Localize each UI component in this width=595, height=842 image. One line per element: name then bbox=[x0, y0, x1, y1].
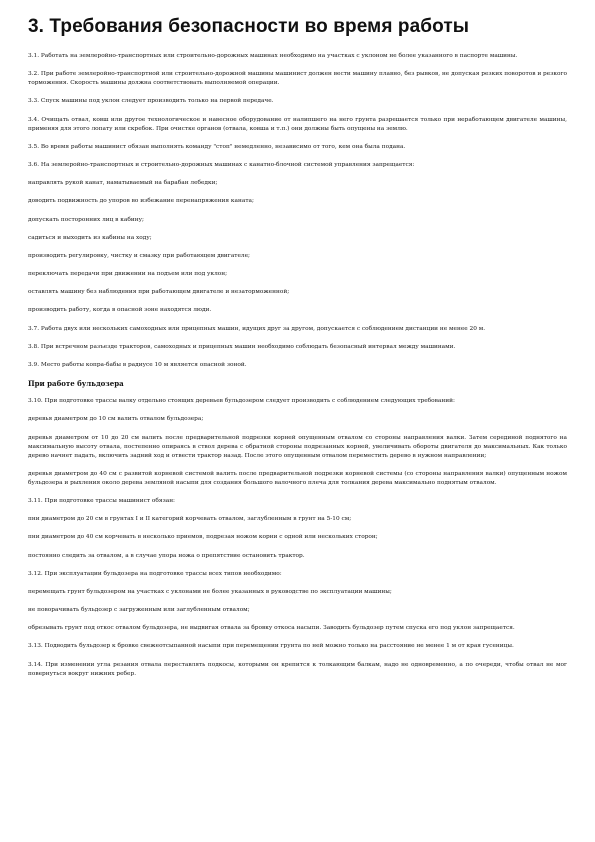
paragraph: 3.9. Место работы копра-бабы в радиусе 10 м является опасной зоной. bbox=[28, 362, 247, 368]
paragraph: направлять рукой канат, наматываемый на барабан лебедки; bbox=[28, 180, 218, 187]
section-title: 3. Требования безопасности во время работы bbox=[28, 16, 470, 37]
paragraph: 3.2. При работе землеройно-транспортной или строительно-дорожной машины машинист должен вести машину плавно, без рывков, не допуская резких поворотов и резкого торможения. Скорость машины должна соответствовать выполняемой операции. bbox=[28, 71, 567, 87]
paragraph: 3.6. На землеройно-транспортных и строительно-дорожных машинах с канатно-блочной системой управления запрещается: bbox=[28, 161, 415, 168]
paragraph: доводить подвижность до упоров во избежание перенапряжения каната; bbox=[28, 198, 254, 205]
paragraph: постоянно следить за отвалом, а в случае упора ножа о препятствие остановить трактор. bbox=[28, 552, 305, 559]
paragraph: 3.5. Во время работы машинист обязан выполнять команду "стоп" немедленно, независимо от того, кем она была подана. bbox=[28, 143, 406, 150]
paragraph: 3.4. Очищать отвал, ковш или другое технологическое и навесное оборудование от налипшего на него грунта разрешается только при неработающем двигателе машины, применяя для этого лопату или скребок. При очистке органов (отвала, ковша и т.п.) они должны быть опущены на землю. bbox=[28, 116, 567, 132]
paragraph: пни диаметром до 40 см корчевать в несколько приемов, подрезая ножом корни с одной или нескольких сторон; bbox=[28, 534, 378, 541]
paragraph: 3.10. При подготовке трассы валку отдельно стоящих деревьев бульдозером следует производить с соблюдением следующих требований: bbox=[28, 398, 455, 405]
paragraph: 3.12. При эксплуатации бульдозера на подготовке трассы всех типов необходимо: bbox=[28, 570, 282, 577]
paragraph: деревья диаметром до 10 см валить отвалом бульдозера; bbox=[28, 416, 204, 423]
document-body bbox=[28, 52, 567, 679]
paragraph: допускать посторонних лиц в кабину; bbox=[28, 216, 144, 223]
paragraph: обрезывать грунт под откос отвалом бульдозера, не выдвигая отвала за бровку откоса насыпи. Заводить бульдозер путем спуска его под уклон запрещается. bbox=[28, 625, 515, 632]
paragraph: 3.7. Работа двух или нескольких самоходных или прицепных машин, идущих друг за другом, допускается с соблюдением дистанции не менее 20 м. bbox=[28, 325, 486, 332]
paragraph: производить работу, когда в опасной зоне находятся люди. bbox=[28, 307, 212, 314]
paragraph: пни диаметром до 20 см в грунтах I и II категорий корчевать отвалом, заглубленным в грунт на 5-10 см; bbox=[28, 516, 352, 523]
paragraph: 3.14. При изменении угла резания отвала переставлять подкосы, которыми он крепится к толкающим балкам, надо не одновременно, а по очереди, чтобы отвал не мог повернуться вокруг нижних ребер. bbox=[28, 661, 567, 677]
paragraph: 3.8. При встречном разъезде тракторов, самоходных и прицепных машин необходимо соблюдать безопасный интервал между машинами. bbox=[28, 343, 456, 350]
paragraph: 3.13. Подводить бульдозер к бровке свежеотсыпанной насыпи при перемещении грунта по ней можно только на расстояние не менее 1 м от края гусеницы. bbox=[28, 643, 514, 650]
paragraph: 3.3. Спуск машины под уклон следует производить только на первой передаче. bbox=[28, 98, 274, 105]
paragraph: 3.1. Работать на землеройно-транспортных или строительно-дорожных машинах необходимо на участках с уклоном не более указанного в паспорте машины. bbox=[28, 53, 518, 59]
paragraph: деревья диаметром от 10 до 20 см валить после предварительной подрезки корней опущенным отвалом со стороны направления валки. Затем серединой поднятого на максимальную высоту отвала, постепенно опираясь в ствол дерева с обратной стороны подрезанных корней, увеличивать обороты двигателя до максимальных. Как только дерево начнет падать, включить задний ход и отвести трактор назад. После этого опущенным отвалом переместить дерево в нужном направлении; bbox=[28, 434, 567, 459]
paragraph: переключать передачи при движении на подъем или под уклон; bbox=[28, 271, 228, 278]
paragraph: 3.11. При подготовке трассы машинист обязан: bbox=[28, 497, 176, 504]
paragraph: оставлять машину без наблюдения при работающем двигателе и незаторможенной; bbox=[28, 289, 290, 296]
paragraph: не поворачивать бульдозер с загруженным или заглубленным отвалом; bbox=[28, 607, 250, 614]
paragraph: перемещать грунт бульдозером на участках с уклонами не более указанных в руководстве по эксплуатации машины; bbox=[28, 588, 392, 595]
paragraph: деревья диаметром до 40 см с развитой корневой системой валить после предварительной подрезки корневой системы (со стороны направления валки) опущенным ножом бульдозера и рыхления около дерева земляной насыпи для создания большого валочного плеча для толкания дерева максимально поднятым отвалом. bbox=[28, 470, 567, 486]
subsection-heading: При работе бульдозера bbox=[28, 379, 124, 389]
paragraph: производить регулировку, чистку и смазку при работающем двигателе; bbox=[28, 252, 250, 259]
paragraph: садиться и выходить из кабины на ходу; bbox=[28, 234, 152, 241]
